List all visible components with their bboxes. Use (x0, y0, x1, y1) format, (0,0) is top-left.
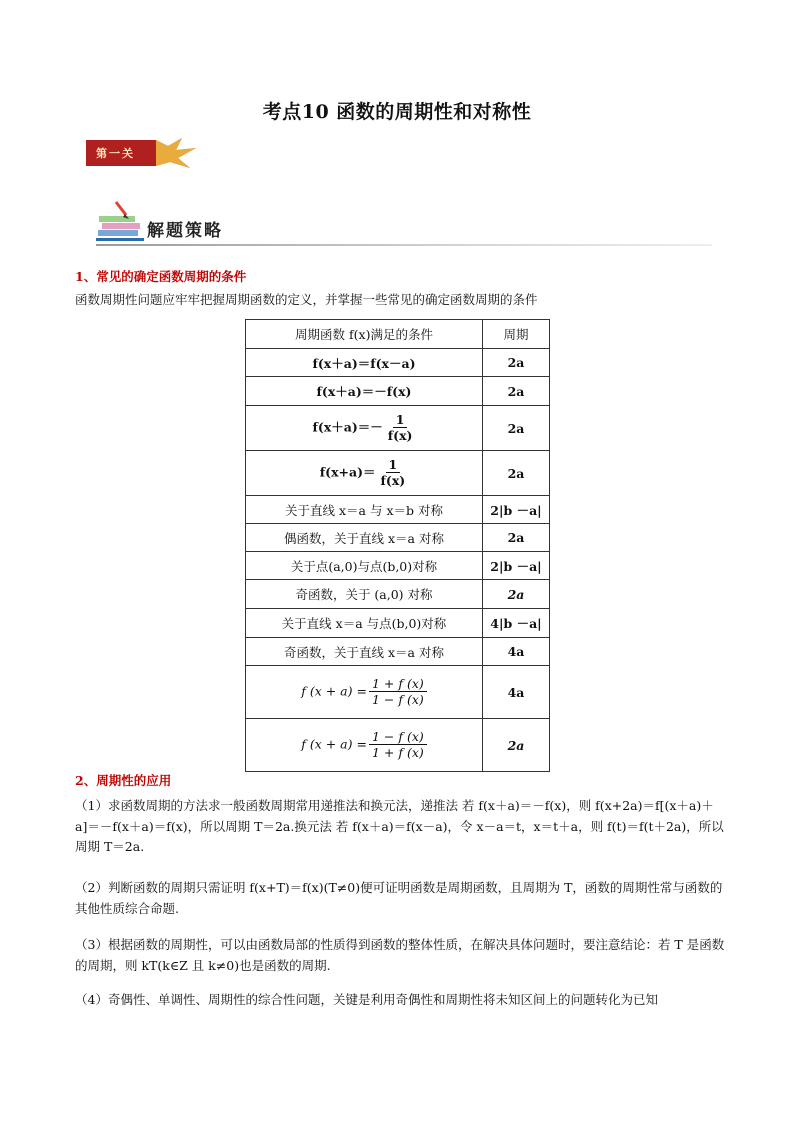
table-row (246, 580, 550, 609)
period-cell: 2a (483, 377, 550, 406)
fraction (369, 729, 427, 761)
period-table (245, 319, 550, 772)
section2-p1: （1）求函数周期的方法求一般函数周期常用递推法和换元法，递推法 若 f(x＋a)＝－f(x)，则 f(x+2a)＝f[(x＋a)＋a]＝－f(x＋a)＝f(x)，所以周期 T＝2a.换元法 若 f(x＋a)＝f(x－a)，令 x－a＝t，x＝t＋a，则 f(t)＝f(t＋2a)，所以周期 T＝2a. (75, 798, 724, 854)
section2-heading: 2、周期性的应用 (75, 773, 172, 788)
period-cell: 2a (483, 349, 550, 377)
fraction-numerator: 1 − f (x) (369, 729, 427, 745)
period-cell: 2|b －a| (483, 496, 550, 524)
condition-cell (246, 666, 483, 719)
table-row (246, 719, 550, 772)
header-condition: 周期函数 f(x)满足的条件 (246, 320, 483, 349)
condition-cell: f(x＋a)＝－f(x) (246, 377, 483, 406)
fraction-denominator: 1 − f (x) (371, 692, 424, 707)
period-cell: 2a (483, 580, 550, 609)
banner-label: 第一关 (96, 147, 135, 160)
period-cell: 2a (483, 451, 550, 496)
table-row (246, 552, 550, 580)
condition-lhs: f(x+a)＝ (319, 464, 376, 480)
table-row (246, 496, 550, 524)
header-period: 周期 (483, 320, 550, 349)
fraction-denominator: f(x) (387, 428, 413, 443)
period-cell: 2a (483, 524, 550, 552)
table-row (246, 638, 550, 666)
condition-cell: 奇函数，关于直线 x＝a 对称 (246, 638, 483, 666)
fraction-denominator: f(x) (380, 473, 406, 488)
condition-cell (246, 406, 483, 451)
period-cell: 2a (483, 719, 550, 772)
divider (96, 244, 712, 246)
section1-heading: 1、常见的确定函数周期的条件 (75, 269, 247, 284)
section1-intro: 函数周期性问题应牢牢把握周期函数的定义，并掌握一些常见的确定函数周期的条件 (75, 292, 538, 307)
period-cell: 2a (483, 406, 550, 451)
books-icon (96, 200, 148, 244)
fraction-denominator: 1 + f (x) (371, 745, 424, 760)
condition-cell (246, 719, 483, 772)
fraction (378, 457, 409, 489)
condition-cell (246, 451, 483, 496)
table-row (246, 524, 550, 552)
table-header-row (246, 320, 550, 349)
condition-lhs: f (x + a) = (301, 683, 367, 699)
condition-cell: 关于点(a,0)与点(b,0)对称 (246, 552, 483, 580)
table-row (246, 609, 550, 638)
condition-lhs: f (x + a) = (301, 736, 367, 752)
condition-cell: 偶函数，关于直线 x＝a 对称 (246, 524, 483, 552)
table-row (246, 349, 550, 377)
condition-cell: 关于直线 x＝a 与点(b,0)对称 (246, 609, 483, 638)
condition-cell: 关于直线 x＝a 与 x＝b 对称 (246, 496, 483, 524)
fraction-numerator: 1 + f (x) (369, 676, 427, 692)
section2-p3: （3）根据函数的周期性，可以由函数局部的性质得到函数的整体性质，在解决具体问题时，要注意结论：若 T 是函数的周期，则 kT(k∈Z 且 k≠0)也是函数的周期. (75, 937, 725, 973)
section2-p4: （4）奇偶性、单调性、周期性的综合性问题，关键是利用奇偶性和周期性将未知区间上的问题转化为已知 (75, 992, 658, 1007)
fraction (385, 412, 416, 444)
period-cell: 2|b －a| (483, 552, 550, 580)
fraction-numerator: 1 (386, 457, 401, 473)
condition-cell: f(x＋a)＝f(x－a) (246, 349, 483, 377)
fraction (369, 676, 427, 708)
period-cell: 4|b －a| (483, 609, 550, 638)
section2-p2: （2）判断函数的周期只需证明 f(x+T)＝f(x)(T≠0)便可证明函数是周期函数，且周期为 T，函数的周期性常与函数的其他性质综合命题. (75, 880, 723, 916)
condition-lhs: f(x＋a)＝－ (312, 419, 383, 435)
table-row (246, 406, 550, 451)
table-row (246, 377, 550, 406)
period-cell: 4a (483, 666, 550, 719)
fraction-numerator: 1 (393, 412, 408, 428)
period-cell: 4a (483, 638, 550, 666)
page-title: 考点10 函数的周期性和对称性 (262, 101, 532, 123)
condition-cell: 奇函数，关于 (a,0) 对称 (246, 580, 483, 609)
strategy-title: 解题策略 (147, 221, 223, 241)
table-row (246, 451, 550, 496)
table-row (246, 666, 550, 719)
